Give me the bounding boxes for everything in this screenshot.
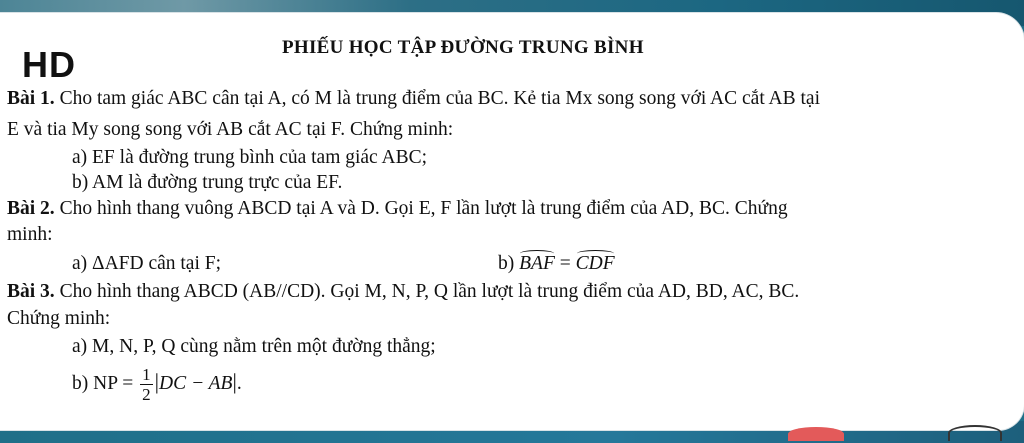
equals-sign: = xyxy=(554,253,576,274)
bai3-part-b xyxy=(72,365,242,404)
bai2-line1 xyxy=(7,198,788,220)
bai3-label: Bài 3. xyxy=(7,281,55,302)
fraction-one-half xyxy=(140,365,153,404)
bai1-part-a: a) EF là đường trung bình của tam giác ABC; xyxy=(72,147,428,168)
bai3-text1: Cho hình thang ABCD (AB//CD). Gọi M, N, P, Q lần lượt là trung điểm của AD, BD, AC, BC. xyxy=(54,281,800,302)
abs-expression: DC − AB xyxy=(158,372,233,394)
bai1-line2: E và tia My song song với AB cắt AC tại F. Chứng minh: xyxy=(7,119,454,140)
bai3-line2: Chứng minh: xyxy=(7,308,111,329)
bai2-line2: minh: xyxy=(7,224,53,245)
bai2-text1: Cho hình thang vuông ABCD tại A và D. Gọi E, F lần lượt là trung điểm của AD, BC. Chứng xyxy=(54,198,788,219)
bai2-part-b xyxy=(498,253,615,275)
angle-baf: BAF xyxy=(519,253,555,274)
hd-label: HD xyxy=(22,44,76,85)
bai1-part-b: b) AM là đường trung trực của EF. xyxy=(72,172,343,193)
period: . xyxy=(236,372,242,394)
bai1-text1: Cho tam giác ABC cân tại A, có M là trung điểm của BC. Kẻ tia Mx song song với AC cắt AB tại xyxy=(54,88,820,109)
angle-cdf: CDF xyxy=(575,253,615,274)
abs-bar-right: | xyxy=(232,368,237,394)
decorative-red-shape xyxy=(788,427,844,441)
decorative-outline-shape xyxy=(948,425,1002,441)
bai1-label: Bài 1. xyxy=(7,88,55,109)
bai3-line1 xyxy=(7,281,799,303)
fraction-numerator: 1 xyxy=(142,365,151,384)
bai2-part-b-prefix: b) xyxy=(498,253,520,274)
fraction-denominator: 2 xyxy=(142,385,151,404)
worksheet-title: PHIẾU HỌC TẬP ĐƯỜNG TRUNG BÌNH xyxy=(282,37,644,58)
bai3-part-a: a) M, N, P, Q cùng nằm trên một đường thẳng; xyxy=(72,336,436,357)
abs-bar-left: | xyxy=(154,368,159,394)
bai1-line1 xyxy=(7,88,820,110)
bai3-part-b-prefix: b) NP = xyxy=(72,372,139,394)
bai2-label: Bài 2. xyxy=(7,198,55,219)
bai2-part-a: a) ΔAFD cân tại F; xyxy=(72,253,222,274)
